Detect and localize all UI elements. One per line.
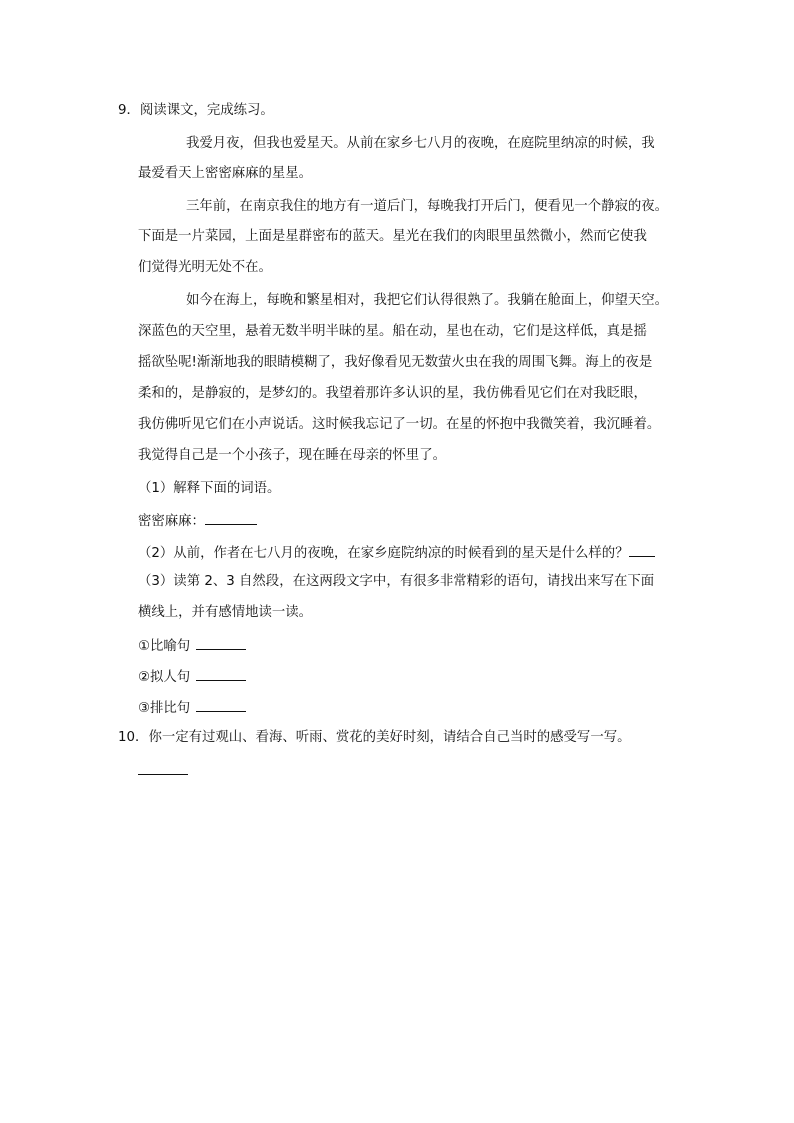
passage-p3-line5: 我仿佛听见它们在小声说话。这时候我忘记了一切。在星的怀抱中我微笑着，我沉睡着。 (138, 417, 661, 432)
passage-p3-line3: 摇欲坠呢!渐渐地我的眼睛模糊了，我好像看见无数萤火虫在我的周围飞舞。海上的夜是 (138, 355, 653, 370)
sub-question-1-term-row (138, 510, 257, 532)
question-10-prompt: 你一定有过观山、看海、听雨、赏花的美好时刻，请结合自己当时的感受写一写。 (148, 730, 631, 745)
question-10-number: 10． (118, 730, 149, 745)
answer-blank-2[interactable] (629, 542, 655, 557)
passage-p2-line1: 三年前，在南京我住的地方有一道后门，每晚我打开后门，便看见一个静寂的夜。 (186, 199, 669, 214)
sub-question-3-item-row (138, 697, 246, 719)
question-10-answer-row (138, 760, 188, 782)
sub-question-1-label: （1）解释下面的词语。 (138, 481, 281, 496)
answer-blank-simile[interactable] (196, 635, 246, 650)
sub-question-3-label-line1: （3）读第 2、3 自然段，在这两段文字中，有很多非常精彩的语句，请找出来写在下面 (138, 574, 655, 589)
passage-p1-line2: 最爱看天上密密麻麻的星星。 (138, 166, 313, 181)
sub-question-2-label: （2）从前，作者在七八月的夜晚，在家乡庭院纳凉的时候看到的星天是什么样的？ (138, 546, 629, 561)
answer-blank-10[interactable] (138, 760, 188, 775)
sub-question-3-item-row (138, 635, 246, 657)
sub-question-1-term: 密密麻麻： (138, 514, 205, 529)
sub-question-3-item-row (138, 666, 246, 688)
question-9-header (118, 101, 274, 121)
passage-p1-line1: 我爱月夜，但我也爱星天。从前在家乡七八月的夜晚，在庭院里纳凉的时候，我 (186, 136, 655, 151)
sub-question-3-item: ①比喻句 (138, 639, 191, 654)
passage-p3-line4: 柔和的，是静寂的，是梦幻的。我望着那许多认识的星，我仿佛看见它们在对我眨眼， (138, 386, 647, 401)
sub-question-2-row (138, 542, 655, 564)
answer-blank-personification[interactable] (196, 666, 246, 681)
question-9-number: 9． (118, 103, 140, 118)
passage-p3-line6: 我觉得自己是一个小孩子，现在睡在母亲的怀里了。 (138, 448, 446, 463)
passage-p2-line2: 下面是一片菜园，上面是星群密布的蓝天。星光在我们的肉眼里虽然微小，然而它使我 (138, 229, 647, 244)
answer-blank-parallelism[interactable] (196, 697, 246, 712)
question-10-header (118, 728, 631, 748)
passage-p3-line1: 如今在海上，每晚和繁星相对，我把它们认得很熟了。我躺在舱面上，仰望天空。 (186, 293, 669, 308)
answer-blank-1[interactable] (205, 510, 257, 525)
sub-question-3-item: ③排比句 (138, 701, 191, 716)
sub-question-3-item: ②拟人句 (138, 670, 191, 685)
passage-p3-line2: 深蓝色的天空里，悬着无数半明半昧的星。船在动，星也在动，它们是这样低，真是摇 (138, 324, 647, 339)
question-9-prompt: 阅读课文，完成练习。 (139, 103, 274, 118)
sub-question-3-label-line2: 横线上，并有感情地读一读。 (138, 605, 313, 620)
passage-p2-line3: 们觉得光明无处不在。 (138, 260, 272, 275)
